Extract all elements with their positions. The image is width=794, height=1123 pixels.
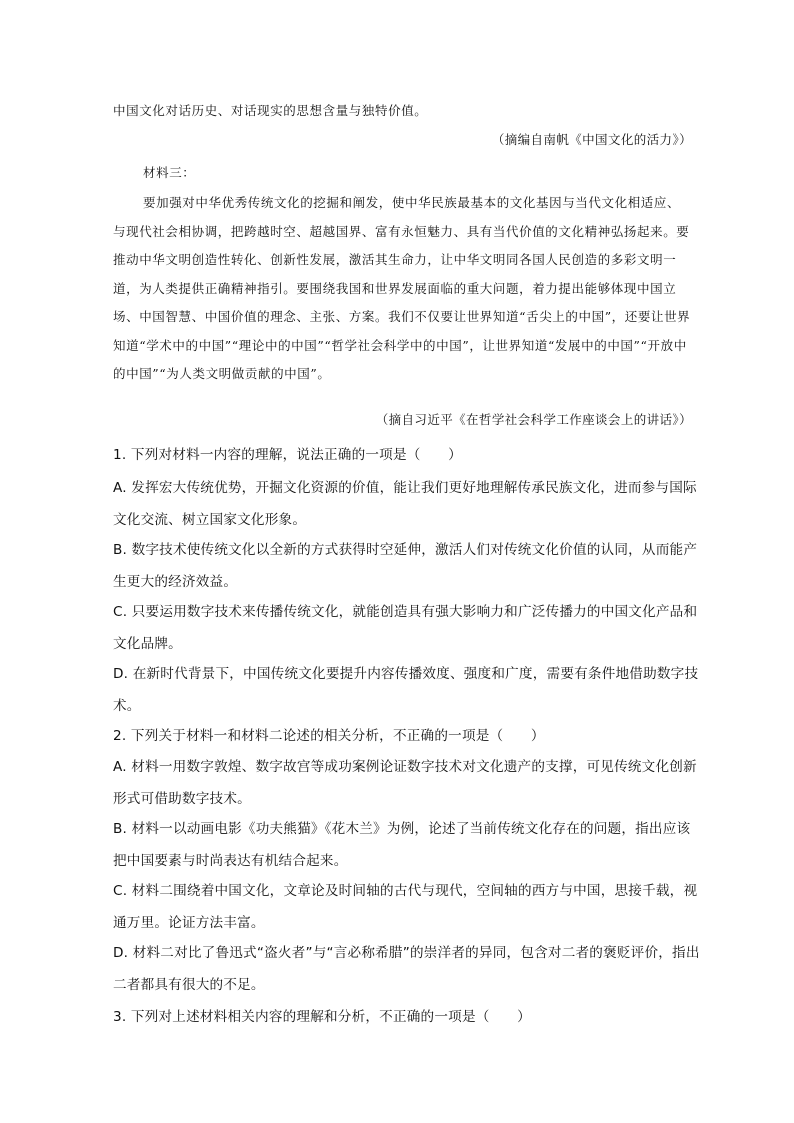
option-a: A. 发挥宏大传统优势，开掘文化资源的价值，能让我们更好地理解传承民族文化，进而参与国际文化交流、树立国家文化形象。 (113, 480, 697, 528)
citation: （摘编自南帆《中国文化的活力》） (491, 132, 692, 147)
option-a: A. 材料一用数字敦煌、数字故宫等成功案例论证数字技术对文化遗产的支撑，可见传统文化创新形式可借助数字技术。 (113, 759, 697, 807)
material-heading: 材料三： (143, 165, 196, 180)
question-stem: 1. 下列对材料一内容的理解，说法正确的一项是（ ） (113, 447, 462, 463)
option-c: C. 只要运用数字技术来传播传统文化，就能创造具有强大影响力和广泛传播力的中国文化产品和文化品牌。 (113, 604, 698, 652)
question-stem: 2. 下列关于材料一和材料二论述的相关分析，不正确的一项是（ ） (113, 728, 545, 744)
question-stem: 3. 下列对上述材料相关内容的理解和分析，不正确的一项是（ ） (113, 1009, 531, 1025)
option-c: C. 材料二围绕着中国文化，文章论及时间轴的古代与现代，空间轴的西方与中国，思接千载，视通万里。论证方法丰富。 (113, 883, 698, 931)
material-paragraph: 要加强对中华优秀传统文化的挖掘和阐发，使中华民族最基本的文化基因与当代文化相适应、与现代社会相协调，把跨越时空、超越国界、富有永恒魅力、具有当代价值的文化精神弘扬起来。要推动中华文明创造性转化、创新性发展，激活其生命力，让中华文明同各国人民创造的多彩文明一道，为人类提供正确精神指引。要围绕我国和世界发展面临的重大问题，着力提出能够体现中国立场、中国智慧、中国价值的理念、主张、方案。我们不仅要让世界知道“舌尖上的中国”，还要让世界知道“学术中的中国”“理论中的中国”“哲学社会科学中的中国”，让世界知道“发展中的中国”“开放中的中国”“为人类文明做贡献的中国”。 (113, 195, 691, 381)
option-b: B. 数字技术使传统文化以全新的方式获得时空延伸，激活人们对传统文化价值的认同，从而能产生更大的经济效益。 (113, 542, 698, 590)
passage-line: 中国文化对话历史、对话现实的思想含量与独特价值。 (113, 103, 428, 118)
citation: （摘自习近平《在哲学社会科学工作座谈会上的讲话》） (375, 412, 692, 427)
option-b: B. 材料一以动画电影《功夫熊猫》《花木兰》为例，论述了当前传统文化存在的问题，指出应该把中国要素与时尚表达有机结合起来。 (113, 821, 691, 869)
option-d: D. 材料二对比了鲁迅式“盗火者”与“言必称希腊”的崇洋者的异同，包含对二者的褒贬评价，指出二者都具有很大的不足。 (113, 945, 700, 993)
option-d: D. 在新时代背景下，中国传统文化要提升内容传播效度、强度和广度，需要有条件地借助数字技术。 (113, 666, 699, 714)
